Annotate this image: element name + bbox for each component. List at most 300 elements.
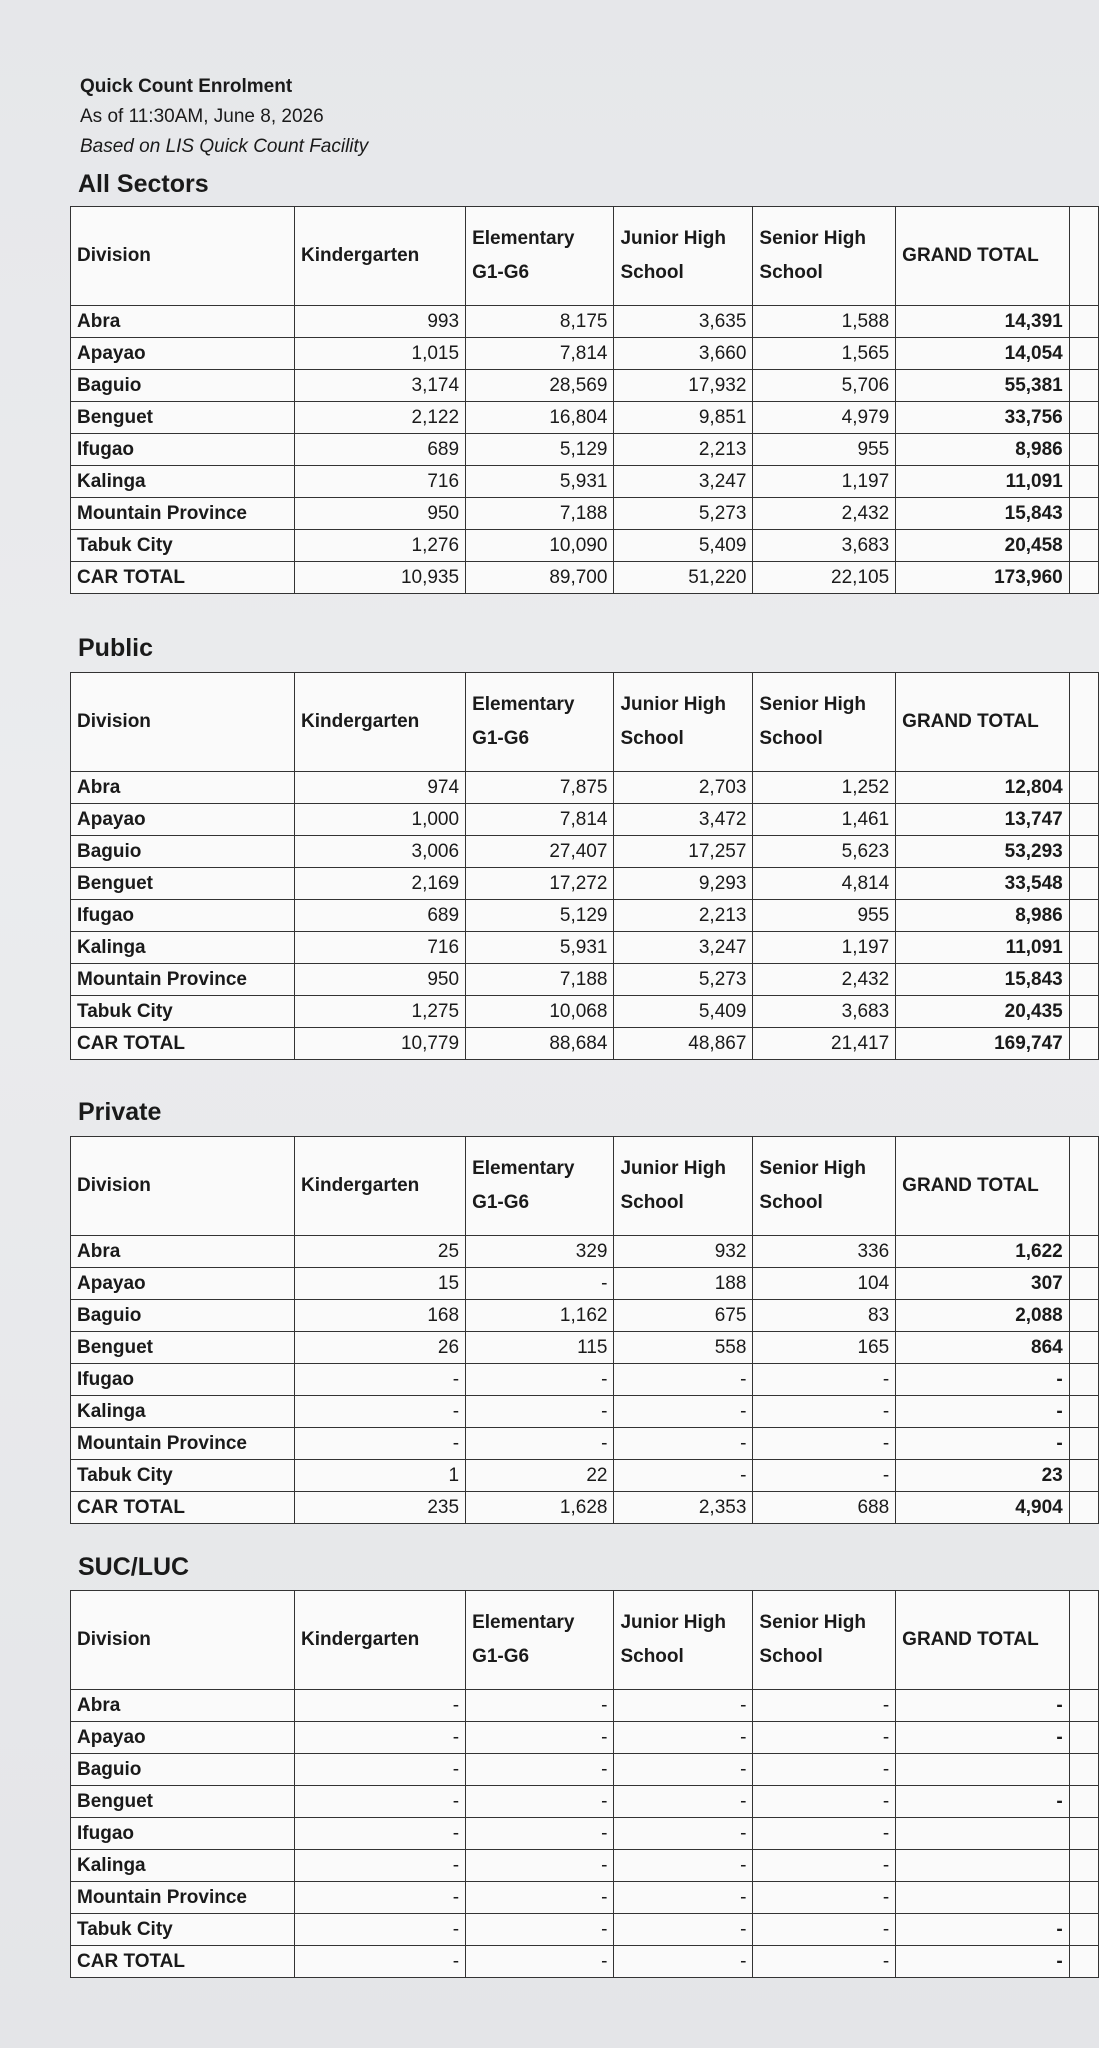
value-cell-junior-high: 9,851 bbox=[614, 402, 753, 434]
value-cell-senior-high: 3,683 bbox=[753, 530, 896, 562]
value-cell-senior-high: 5,706 bbox=[753, 370, 896, 402]
cut-off-cell bbox=[1069, 402, 1098, 434]
value-cell-elementary: 5,931 bbox=[466, 932, 614, 964]
value-cell-grand-total: - bbox=[896, 1428, 1070, 1460]
value-cell-grand-total bbox=[896, 1754, 1070, 1786]
table-row bbox=[71, 1914, 1099, 1946]
column-header-senior-high: Senior High School bbox=[753, 207, 896, 306]
column-header-grand-total: GRAND TOTAL bbox=[896, 1591, 1070, 1690]
table-row bbox=[71, 932, 1099, 964]
value-cell-senior-high: - bbox=[753, 1914, 896, 1946]
table-header-row bbox=[71, 207, 1099, 306]
value-cell-junior-high: - bbox=[614, 1690, 753, 1722]
table-row bbox=[71, 306, 1099, 338]
value-cell-kindergarten: 1,000 bbox=[295, 804, 466, 836]
value-cell-senior-high: 1,461 bbox=[753, 804, 896, 836]
value-cell-grand-total: 13,747 bbox=[896, 804, 1070, 836]
value-cell-kindergarten: - bbox=[295, 1946, 466, 1978]
column-header-cut-off bbox=[1069, 673, 1098, 772]
cut-off-cell bbox=[1069, 1396, 1098, 1428]
value-cell-grand-total: - bbox=[896, 1690, 1070, 1722]
value-cell-senior-high: - bbox=[753, 1690, 896, 1722]
cut-off-cell bbox=[1069, 306, 1098, 338]
value-cell-kindergarten: 1,015 bbox=[295, 338, 466, 370]
value-cell-kindergarten: 950 bbox=[295, 964, 466, 996]
value-cell-kindergarten: 974 bbox=[295, 772, 466, 804]
value-cell-junior-high: 188 bbox=[614, 1268, 753, 1300]
cut-off-cell bbox=[1069, 836, 1098, 868]
value-cell-elementary: - bbox=[466, 1396, 614, 1428]
division-cell: Baguio bbox=[71, 1300, 295, 1332]
value-cell-kindergarten: - bbox=[295, 1850, 466, 1882]
cut-off-cell bbox=[1069, 772, 1098, 804]
cut-off-cell bbox=[1069, 1722, 1098, 1754]
value-cell-kindergarten: - bbox=[295, 1690, 466, 1722]
value-cell-junior-high: 17,932 bbox=[614, 370, 753, 402]
value-cell-junior-high: - bbox=[614, 1818, 753, 1850]
division-cell: Tabuk City bbox=[71, 1460, 295, 1492]
value-cell-kindergarten: 1,276 bbox=[295, 530, 466, 562]
value-cell-senior-high: 1,197 bbox=[753, 932, 896, 964]
table-total-row bbox=[71, 1492, 1099, 1524]
value-cell-junior-high: 3,247 bbox=[614, 932, 753, 964]
value-cell-junior-high: 2,213 bbox=[614, 434, 753, 466]
table-row bbox=[71, 1396, 1099, 1428]
value-cell-junior-high: 3,635 bbox=[614, 306, 753, 338]
value-cell-senior-high: 4,979 bbox=[753, 402, 896, 434]
value-cell-elementary: - bbox=[466, 1818, 614, 1850]
table-row bbox=[71, 964, 1099, 996]
division-cell: CAR TOTAL bbox=[71, 1492, 295, 1524]
table-total-row bbox=[71, 1028, 1099, 1060]
value-cell-senior-high: 165 bbox=[753, 1332, 896, 1364]
cut-off-cell bbox=[1069, 1818, 1098, 1850]
value-cell-elementary: 7,875 bbox=[466, 772, 614, 804]
column-header-grand-total: GRAND TOTAL bbox=[896, 673, 1070, 772]
value-cell-grand-total: 8,986 bbox=[896, 900, 1070, 932]
value-cell-kindergarten: 3,006 bbox=[295, 836, 466, 868]
value-cell-kindergarten: 2,122 bbox=[295, 402, 466, 434]
table-row bbox=[71, 1882, 1099, 1914]
cut-off-cell bbox=[1069, 1882, 1098, 1914]
division-cell: Kalinga bbox=[71, 466, 295, 498]
table-all-sectors bbox=[70, 206, 1099, 594]
value-cell-grand-total: 307 bbox=[896, 1268, 1070, 1300]
value-cell-junior-high: - bbox=[614, 1364, 753, 1396]
value-cell-elementary: 17,272 bbox=[466, 868, 614, 900]
value-cell-elementary: 5,129 bbox=[466, 900, 614, 932]
column-header-senior-high: Senior High School bbox=[753, 1591, 896, 1690]
value-cell-junior-high: 17,257 bbox=[614, 836, 753, 868]
value-cell-grand-total: 4,904 bbox=[896, 1492, 1070, 1524]
value-cell-senior-high: 2,432 bbox=[753, 964, 896, 996]
table-header-row bbox=[71, 1137, 1099, 1236]
division-cell: Apayao bbox=[71, 1722, 295, 1754]
value-cell-kindergarten: 10,935 bbox=[295, 562, 466, 594]
cut-off-cell bbox=[1069, 900, 1098, 932]
table-row bbox=[71, 836, 1099, 868]
cut-off-cell bbox=[1069, 1914, 1098, 1946]
table-row bbox=[71, 338, 1099, 370]
value-cell-kindergarten: 1 bbox=[295, 1460, 466, 1492]
value-cell-elementary: 16,804 bbox=[466, 402, 614, 434]
division-cell: Ifugao bbox=[71, 434, 295, 466]
value-cell-kindergarten: 689 bbox=[295, 900, 466, 932]
division-cell: Mountain Province bbox=[71, 964, 295, 996]
column-header-kindergarten: Kindergarten bbox=[295, 1591, 466, 1690]
division-cell: Benguet bbox=[71, 1786, 295, 1818]
value-cell-senior-high: - bbox=[753, 1786, 896, 1818]
report-title: Quick Count Enrolment bbox=[80, 76, 293, 97]
column-header-elementary: Elementary G1-G6 bbox=[466, 207, 614, 306]
value-cell-grand-total: 11,091 bbox=[896, 466, 1070, 498]
value-cell-kindergarten: 1,275 bbox=[295, 996, 466, 1028]
value-cell-elementary: 28,569 bbox=[466, 370, 614, 402]
division-cell: Abra bbox=[71, 772, 295, 804]
table-row bbox=[71, 1460, 1099, 1492]
value-cell-grand-total: 23 bbox=[896, 1460, 1070, 1492]
division-cell: Baguio bbox=[71, 1754, 295, 1786]
column-header-junior-high: Junior High School bbox=[614, 1591, 753, 1690]
value-cell-kindergarten: 716 bbox=[295, 466, 466, 498]
value-cell-grand-total: 20,435 bbox=[896, 996, 1070, 1028]
value-cell-kindergarten: 950 bbox=[295, 498, 466, 530]
value-cell-elementary: - bbox=[466, 1364, 614, 1396]
value-cell-junior-high: 5,409 bbox=[614, 996, 753, 1028]
division-cell: Mountain Province bbox=[71, 1882, 295, 1914]
value-cell-grand-total: 33,548 bbox=[896, 868, 1070, 900]
division-cell: CAR TOTAL bbox=[71, 1028, 295, 1060]
table-row bbox=[71, 498, 1099, 530]
column-header-grand-total: GRAND TOTAL bbox=[896, 207, 1070, 306]
cut-off-cell bbox=[1069, 1786, 1098, 1818]
value-cell-junior-high: 932 bbox=[614, 1236, 753, 1268]
value-cell-elementary: 5,129 bbox=[466, 434, 614, 466]
value-cell-grand-total bbox=[896, 1818, 1070, 1850]
value-cell-junior-high: 3,472 bbox=[614, 804, 753, 836]
cut-off-cell bbox=[1069, 1428, 1098, 1460]
value-cell-grand-total bbox=[896, 1882, 1070, 1914]
division-cell: Baguio bbox=[71, 370, 295, 402]
value-cell-junior-high: - bbox=[614, 1850, 753, 1882]
value-cell-senior-high: 104 bbox=[753, 1268, 896, 1300]
value-cell-elementary: 115 bbox=[466, 1332, 614, 1364]
value-cell-elementary: - bbox=[466, 1428, 614, 1460]
value-cell-kindergarten: - bbox=[295, 1428, 466, 1460]
value-cell-elementary: - bbox=[466, 1850, 614, 1882]
cut-off-cell bbox=[1069, 338, 1098, 370]
value-cell-elementary: - bbox=[466, 1722, 614, 1754]
value-cell-grand-total: 14,054 bbox=[896, 338, 1070, 370]
value-cell-kindergarten: 25 bbox=[295, 1236, 466, 1268]
table-public bbox=[70, 672, 1099, 1060]
value-cell-grand-total bbox=[896, 1850, 1070, 1882]
value-cell-elementary: - bbox=[466, 1268, 614, 1300]
column-header-grand-total: GRAND TOTAL bbox=[896, 1137, 1070, 1236]
value-cell-senior-high: - bbox=[753, 1754, 896, 1786]
column-header-junior-high: Junior High School bbox=[614, 1137, 753, 1236]
value-cell-elementary: 329 bbox=[466, 1236, 614, 1268]
division-cell: Apayao bbox=[71, 338, 295, 370]
table-total-row bbox=[71, 1946, 1099, 1978]
value-cell-kindergarten: - bbox=[295, 1882, 466, 1914]
value-cell-senior-high: - bbox=[753, 1850, 896, 1882]
cut-off-cell bbox=[1069, 466, 1098, 498]
cut-off-cell bbox=[1069, 1028, 1098, 1060]
value-cell-senior-high: - bbox=[753, 1946, 896, 1978]
table-suc-luc bbox=[70, 1590, 1099, 1978]
value-cell-senior-high: 4,814 bbox=[753, 868, 896, 900]
value-cell-junior-high: 48,867 bbox=[614, 1028, 753, 1060]
division-cell: CAR TOTAL bbox=[71, 562, 295, 594]
division-cell: Tabuk City bbox=[71, 1914, 295, 1946]
cut-off-cell bbox=[1069, 1300, 1098, 1332]
table-row bbox=[71, 402, 1099, 434]
cut-off-cell bbox=[1069, 498, 1098, 530]
table-row bbox=[71, 370, 1099, 402]
value-cell-junior-high: - bbox=[614, 1786, 753, 1818]
value-cell-kindergarten: 168 bbox=[295, 1300, 466, 1332]
column-header-kindergarten: Kindergarten bbox=[295, 1137, 466, 1236]
value-cell-senior-high: 22,105 bbox=[753, 562, 896, 594]
value-cell-kindergarten: 15 bbox=[295, 1268, 466, 1300]
value-cell-elementary: - bbox=[466, 1754, 614, 1786]
value-cell-kindergarten: 2,169 bbox=[295, 868, 466, 900]
column-header-division: Division bbox=[71, 673, 295, 772]
value-cell-junior-high: 3,660 bbox=[614, 338, 753, 370]
value-cell-elementary: 88,684 bbox=[466, 1028, 614, 1060]
value-cell-grand-total: 53,293 bbox=[896, 836, 1070, 868]
division-cell: Kalinga bbox=[71, 1396, 295, 1428]
value-cell-junior-high: 2,213 bbox=[614, 900, 753, 932]
value-cell-kindergarten: 235 bbox=[295, 1492, 466, 1524]
table-row bbox=[71, 1722, 1099, 1754]
value-cell-senior-high: - bbox=[753, 1428, 896, 1460]
value-cell-kindergarten: 3,174 bbox=[295, 370, 466, 402]
cut-off-cell bbox=[1069, 1460, 1098, 1492]
value-cell-elementary: - bbox=[466, 1690, 614, 1722]
division-cell: Benguet bbox=[71, 402, 295, 434]
value-cell-elementary: 22 bbox=[466, 1460, 614, 1492]
value-cell-senior-high: 336 bbox=[753, 1236, 896, 1268]
value-cell-grand-total: 1,622 bbox=[896, 1236, 1070, 1268]
value-cell-senior-high: 3,683 bbox=[753, 996, 896, 1028]
cut-off-cell bbox=[1069, 1690, 1098, 1722]
division-cell: CAR TOTAL bbox=[71, 1946, 295, 1978]
report-timestamp: As of 11:30AM, June 8, 2026 bbox=[80, 106, 324, 127]
value-cell-grand-total: 20,458 bbox=[896, 530, 1070, 562]
value-cell-grand-total: - bbox=[896, 1914, 1070, 1946]
value-cell-junior-high: 9,293 bbox=[614, 868, 753, 900]
value-cell-grand-total: 173,960 bbox=[896, 562, 1070, 594]
cut-off-cell bbox=[1069, 1946, 1098, 1978]
value-cell-grand-total: 15,843 bbox=[896, 964, 1070, 996]
value-cell-grand-total: 864 bbox=[896, 1332, 1070, 1364]
value-cell-senior-high: 688 bbox=[753, 1492, 896, 1524]
table-header-row bbox=[71, 673, 1099, 772]
section-title-public: Public bbox=[78, 634, 154, 662]
value-cell-grand-total: 169,747 bbox=[896, 1028, 1070, 1060]
cut-off-cell bbox=[1069, 868, 1098, 900]
division-cell: Abra bbox=[71, 1690, 295, 1722]
value-cell-kindergarten: - bbox=[295, 1818, 466, 1850]
column-header-elementary: Elementary G1-G6 bbox=[466, 1591, 614, 1690]
column-header-senior-high: Senior High School bbox=[753, 673, 896, 772]
value-cell-grand-total: 12,804 bbox=[896, 772, 1070, 804]
value-cell-grand-total: - bbox=[896, 1364, 1070, 1396]
value-cell-junior-high: - bbox=[614, 1396, 753, 1428]
cut-off-cell bbox=[1069, 562, 1098, 594]
cut-off-cell bbox=[1069, 370, 1098, 402]
value-cell-junior-high: 558 bbox=[614, 1332, 753, 1364]
table-total-row bbox=[71, 562, 1099, 594]
division-cell: Baguio bbox=[71, 836, 295, 868]
column-header-cut-off bbox=[1069, 207, 1098, 306]
value-cell-elementary: - bbox=[466, 1882, 614, 1914]
value-cell-kindergarten: - bbox=[295, 1914, 466, 1946]
value-cell-elementary: 7,814 bbox=[466, 338, 614, 370]
value-cell-grand-total: 55,381 bbox=[896, 370, 1070, 402]
value-cell-kindergarten: - bbox=[295, 1786, 466, 1818]
value-cell-junior-high: 5,409 bbox=[614, 530, 753, 562]
column-header-junior-high: Junior High School bbox=[614, 207, 753, 306]
table-private bbox=[70, 1136, 1099, 1524]
table-row bbox=[71, 1332, 1099, 1364]
report-header bbox=[80, 72, 368, 162]
table-row bbox=[71, 772, 1099, 804]
value-cell-junior-high: 5,273 bbox=[614, 498, 753, 530]
report-source: Based on LIS Quick Count Facility bbox=[80, 136, 369, 157]
value-cell-senior-high: 955 bbox=[753, 434, 896, 466]
value-cell-junior-high: - bbox=[614, 1460, 753, 1492]
value-cell-senior-high: - bbox=[753, 1882, 896, 1914]
division-cell: Benguet bbox=[71, 868, 295, 900]
value-cell-kindergarten: - bbox=[295, 1754, 466, 1786]
table-row bbox=[71, 1268, 1099, 1300]
table-row bbox=[71, 1850, 1099, 1882]
value-cell-senior-high: 955 bbox=[753, 900, 896, 932]
table-row bbox=[71, 1818, 1099, 1850]
table-row bbox=[71, 1428, 1099, 1460]
cut-off-cell bbox=[1069, 1754, 1098, 1786]
value-cell-elementary: 7,188 bbox=[466, 964, 614, 996]
table-row bbox=[71, 1300, 1099, 1332]
value-cell-junior-high: 5,273 bbox=[614, 964, 753, 996]
value-cell-elementary: 27,407 bbox=[466, 836, 614, 868]
value-cell-senior-high: - bbox=[753, 1818, 896, 1850]
column-header-cut-off bbox=[1069, 1137, 1098, 1236]
column-header-division: Division bbox=[71, 1137, 295, 1236]
table-row bbox=[71, 804, 1099, 836]
value-cell-kindergarten: 716 bbox=[295, 932, 466, 964]
division-cell: Mountain Province bbox=[71, 498, 295, 530]
value-cell-kindergarten: - bbox=[295, 1364, 466, 1396]
value-cell-junior-high: 2,353 bbox=[614, 1492, 753, 1524]
division-cell: Abra bbox=[71, 1236, 295, 1268]
division-cell: Apayao bbox=[71, 1268, 295, 1300]
value-cell-elementary: - bbox=[466, 1786, 614, 1818]
value-cell-elementary: 1,162 bbox=[466, 1300, 614, 1332]
cut-off-cell bbox=[1069, 1492, 1098, 1524]
column-header-elementary: Elementary G1-G6 bbox=[466, 673, 614, 772]
table-row bbox=[71, 1364, 1099, 1396]
value-cell-elementary: 1,628 bbox=[466, 1492, 614, 1524]
table-row bbox=[71, 1754, 1099, 1786]
division-cell: Ifugao bbox=[71, 1818, 295, 1850]
value-cell-junior-high: - bbox=[614, 1722, 753, 1754]
value-cell-junior-high: 2,703 bbox=[614, 772, 753, 804]
table-row bbox=[71, 1236, 1099, 1268]
value-cell-junior-high: 51,220 bbox=[614, 562, 753, 594]
column-header-senior-high: Senior High School bbox=[753, 1137, 896, 1236]
division-cell: Kalinga bbox=[71, 1850, 295, 1882]
division-cell: Abra bbox=[71, 306, 295, 338]
column-header-division: Division bbox=[71, 207, 295, 306]
value-cell-junior-high: - bbox=[614, 1914, 753, 1946]
section-title-private: Private bbox=[78, 1098, 162, 1126]
value-cell-senior-high: 2,432 bbox=[753, 498, 896, 530]
table-row bbox=[71, 868, 1099, 900]
table-row bbox=[71, 996, 1099, 1028]
table-row bbox=[71, 1690, 1099, 1722]
column-header-division: Division bbox=[71, 1591, 295, 1690]
value-cell-elementary: 10,090 bbox=[466, 530, 614, 562]
cut-off-cell bbox=[1069, 1850, 1098, 1882]
division-cell: Ifugao bbox=[71, 1364, 295, 1396]
value-cell-junior-high: - bbox=[614, 1946, 753, 1978]
value-cell-grand-total: - bbox=[896, 1946, 1070, 1978]
division-cell: Kalinga bbox=[71, 932, 295, 964]
value-cell-senior-high: - bbox=[753, 1722, 896, 1754]
cut-off-cell bbox=[1069, 996, 1098, 1028]
value-cell-senior-high: 1,197 bbox=[753, 466, 896, 498]
value-cell-junior-high: - bbox=[614, 1882, 753, 1914]
table-row bbox=[71, 434, 1099, 466]
cut-off-cell bbox=[1069, 804, 1098, 836]
cut-off-cell bbox=[1069, 530, 1098, 562]
value-cell-grand-total: 8,986 bbox=[896, 434, 1070, 466]
value-cell-grand-total: 14,391 bbox=[896, 306, 1070, 338]
value-cell-senior-high: - bbox=[753, 1396, 896, 1428]
cut-off-cell bbox=[1069, 964, 1098, 996]
value-cell-senior-high: 83 bbox=[753, 1300, 896, 1332]
division-cell: Tabuk City bbox=[71, 996, 295, 1028]
division-cell: Apayao bbox=[71, 804, 295, 836]
cut-off-cell bbox=[1069, 434, 1098, 466]
value-cell-kindergarten: - bbox=[295, 1396, 466, 1428]
cut-off-cell bbox=[1069, 1364, 1098, 1396]
value-cell-kindergarten: 993 bbox=[295, 306, 466, 338]
value-cell-elementary: 89,700 bbox=[466, 562, 614, 594]
value-cell-elementary: 5,931 bbox=[466, 466, 614, 498]
value-cell-kindergarten: 26 bbox=[295, 1332, 466, 1364]
division-cell: Ifugao bbox=[71, 900, 295, 932]
table-row bbox=[71, 530, 1099, 562]
division-cell: Tabuk City bbox=[71, 530, 295, 562]
value-cell-elementary: 10,068 bbox=[466, 996, 614, 1028]
cut-off-cell bbox=[1069, 1268, 1098, 1300]
value-cell-senior-high: 21,417 bbox=[753, 1028, 896, 1060]
value-cell-elementary: 7,814 bbox=[466, 804, 614, 836]
value-cell-elementary: 7,188 bbox=[466, 498, 614, 530]
value-cell-junior-high: 3,247 bbox=[614, 466, 753, 498]
table-row bbox=[71, 900, 1099, 932]
column-header-elementary: Elementary G1-G6 bbox=[466, 1137, 614, 1236]
table-row bbox=[71, 466, 1099, 498]
value-cell-grand-total: 11,091 bbox=[896, 932, 1070, 964]
value-cell-junior-high: 675 bbox=[614, 1300, 753, 1332]
cut-off-cell bbox=[1069, 1332, 1098, 1364]
